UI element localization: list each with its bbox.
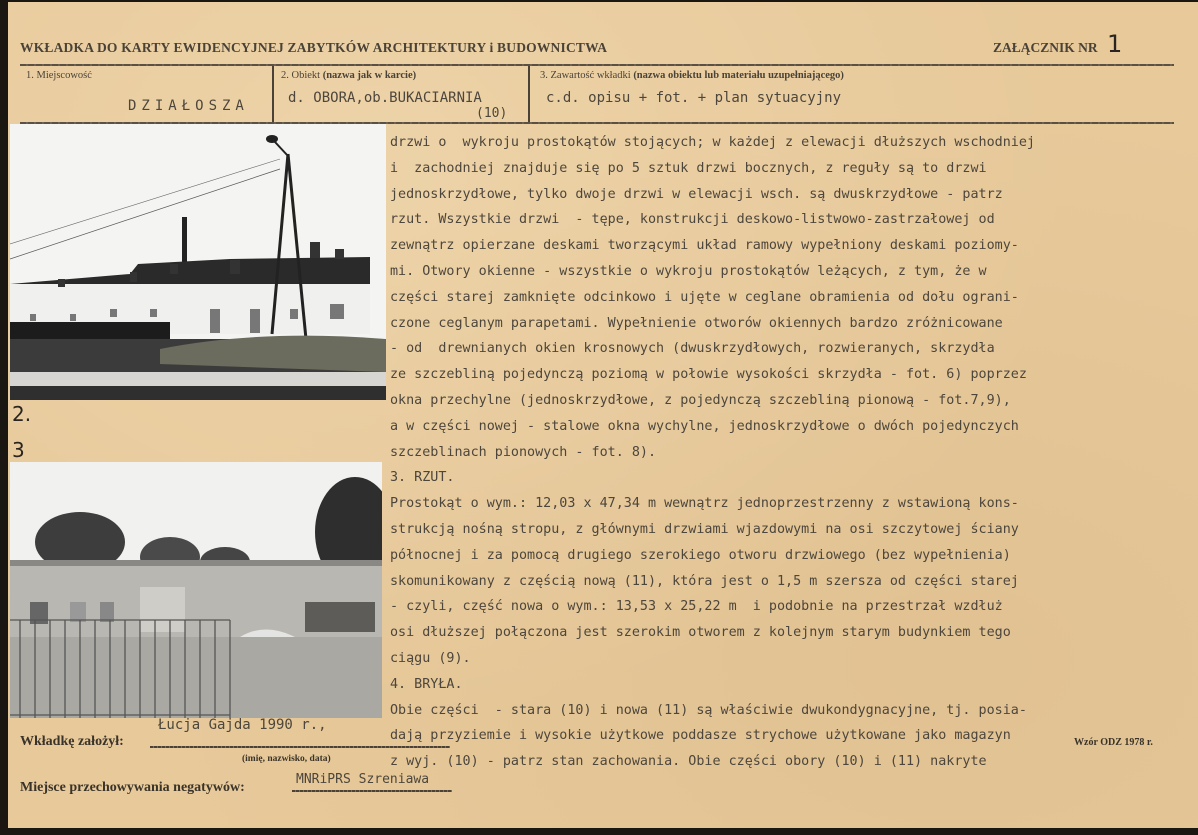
text-line: zewnątrz opierzane deskami tworzącymi układ ramowy wypełniony deskami poziomy- — [390, 238, 1019, 254]
description-text — [390, 130, 1190, 775]
author-label: Wkładkę założył: — [20, 734, 124, 749]
text-line: dają przyziemie i wysokie użytkowe poddasze strychowe użytkowane jako magazyn — [390, 728, 1011, 744]
text-line: Prostokąt o wym.: 12,03 x 47,34 m wewnątrz jednoprzestrzenny z wstawioną kons- — [390, 496, 1019, 512]
text-line: i zachodniej znajduje się po 5 sztuk drzwi bocznych, z reguły są to drzwi — [390, 160, 987, 176]
header-rule-top — [20, 64, 1174, 66]
locality-value: DZIAŁOSZA — [128, 98, 249, 114]
form-title: WKŁADKA DO KARTY EWIDENCYJNEJ ZABYTKÓW ARCHITEKTURY i BUDOWNICTWA — [20, 40, 608, 55]
author-hint: (imię, nazwisko, data) — [242, 754, 331, 764]
object-label — [281, 70, 416, 81]
photo-3-number: 3 — [12, 438, 25, 462]
contents-label-hint: (nazwa obiektu lub materiału uzupełniającego) — [633, 70, 844, 81]
text-line: osi dłuższej połączona jest szerokim otworem z kolejnym starym budynkiem tego — [390, 625, 1011, 641]
text-line: strukcją nośną stropu, z głównymi drzwiami wjazdowymi na osi szczytowej ściany — [390, 521, 1019, 537]
text-line: jednoskrzydłowe, tylko dwoje drzwi w elewacji wsch. są dwuskrzydłowe - patrz — [390, 186, 1003, 202]
text-line: Obie części - stara (10) i nowa (11) są właściwie dwukondygnacyjne, tj. posia- — [390, 702, 1027, 718]
object-value: d. OBORA,ob.BUKACIARNIA — [288, 90, 482, 106]
section-heading-rzut: 3. RZUT. — [390, 470, 455, 486]
photo-2-number: 2. — [12, 402, 32, 426]
contents-label-number: 3. Zawartość wkładki — [540, 70, 631, 81]
author-value: Łucja Gajda 1990 r., — [158, 717, 327, 733]
attachment-number: 1 — [1107, 30, 1123, 58]
text-line: a w części nowej - stalowe okna wychylne, jednoskrzydłowe o dwóch pojedynczych — [390, 418, 1019, 434]
text-line: północnej i za pomocą drugiego szerokiego otworu drzwiowego (bez wypełnienia) — [390, 547, 1011, 563]
contents-value: c.d. opisu + fot. + plan sytuacyjny — [546, 90, 842, 106]
text-line: - czyli, część nowa o wym.: 13,53 x 25,22 m i podobnie na przestrzał wzdłuż — [390, 599, 1003, 615]
text-line: drzwi o wykroju prostokątów stojących; w każdej z elewacji dłuższych wschodniej — [390, 135, 1035, 150]
negatives-value: MNRiPRS Szreniawa — [296, 772, 430, 787]
object-value-suffix: (10) — [476, 106, 508, 121]
negatives-label: Miejsce przechowywania negatywów: — [20, 780, 245, 795]
text-line: ciągu (9). — [390, 650, 471, 666]
attachment-label-text: ZAŁĄCZNIK NR — [993, 40, 1098, 55]
text-line: rzut. Wszystkie drzwi - tępe, konstrukcji deskowo-listwowo-zastrzałowej od — [390, 212, 995, 228]
field-divider-1 — [272, 66, 274, 122]
negatives-underline — [292, 790, 452, 792]
photo-3-image — [10, 462, 382, 718]
text-line: z wyj. (10) - patrz stan zachowania. Obie części obory (10) i (11) nakryte — [390, 754, 987, 770]
object-label-hint: (nazwa jak w karcie) — [322, 70, 417, 81]
contents-label — [540, 70, 844, 81]
object-label-number: 2. Obiekt — [281, 70, 321, 81]
record-card — [8, 2, 1198, 828]
photo-2-image — [10, 124, 386, 400]
photo-2 — [10, 124, 386, 400]
locality-label: 1. Miejscowość — [26, 70, 92, 81]
photo-3 — [10, 462, 382, 718]
text-line: ze szczebliną pojedynczą poziomą w połowie wysokości skrzydła - fot. 6) poprzez — [390, 367, 1027, 383]
text-line: szczeblinach pionowych - fot. 8). — [390, 444, 657, 460]
form-code: Wzór ODZ 1978 r. — [1074, 737, 1153, 748]
author-underline — [150, 746, 450, 748]
field-divider-2 — [528, 66, 530, 122]
section-heading-bryla: 4. BRYŁA. — [390, 676, 463, 692]
text-line: części starej zamknięte odcinkowo i ujęte w ceglane obramienia od dołu ograni- — [390, 289, 1019, 305]
text-line: czone ceglanym parapetami. Wypełnienie otworów okiennych bardzo zróżnicowane — [390, 315, 1003, 331]
text-line: mi. Otwory okienne - wszystkie o wykroju prostokątów leżących, z tym, że w — [390, 263, 987, 279]
text-line: okna przechylne (jednoskrzydłowe, z pojedynczą szczebliną pionową - fot.7,9), — [390, 392, 1011, 408]
text-line: - od drewnianych okien krosnowych (dwuskrzydłowych, rozwieranych, skrzydła — [390, 341, 995, 357]
attachment-label — [993, 30, 1123, 58]
text-line: skomunikowany z częścią nową (11), która jest o 1,5 m szersza od części starej — [390, 573, 1019, 589]
